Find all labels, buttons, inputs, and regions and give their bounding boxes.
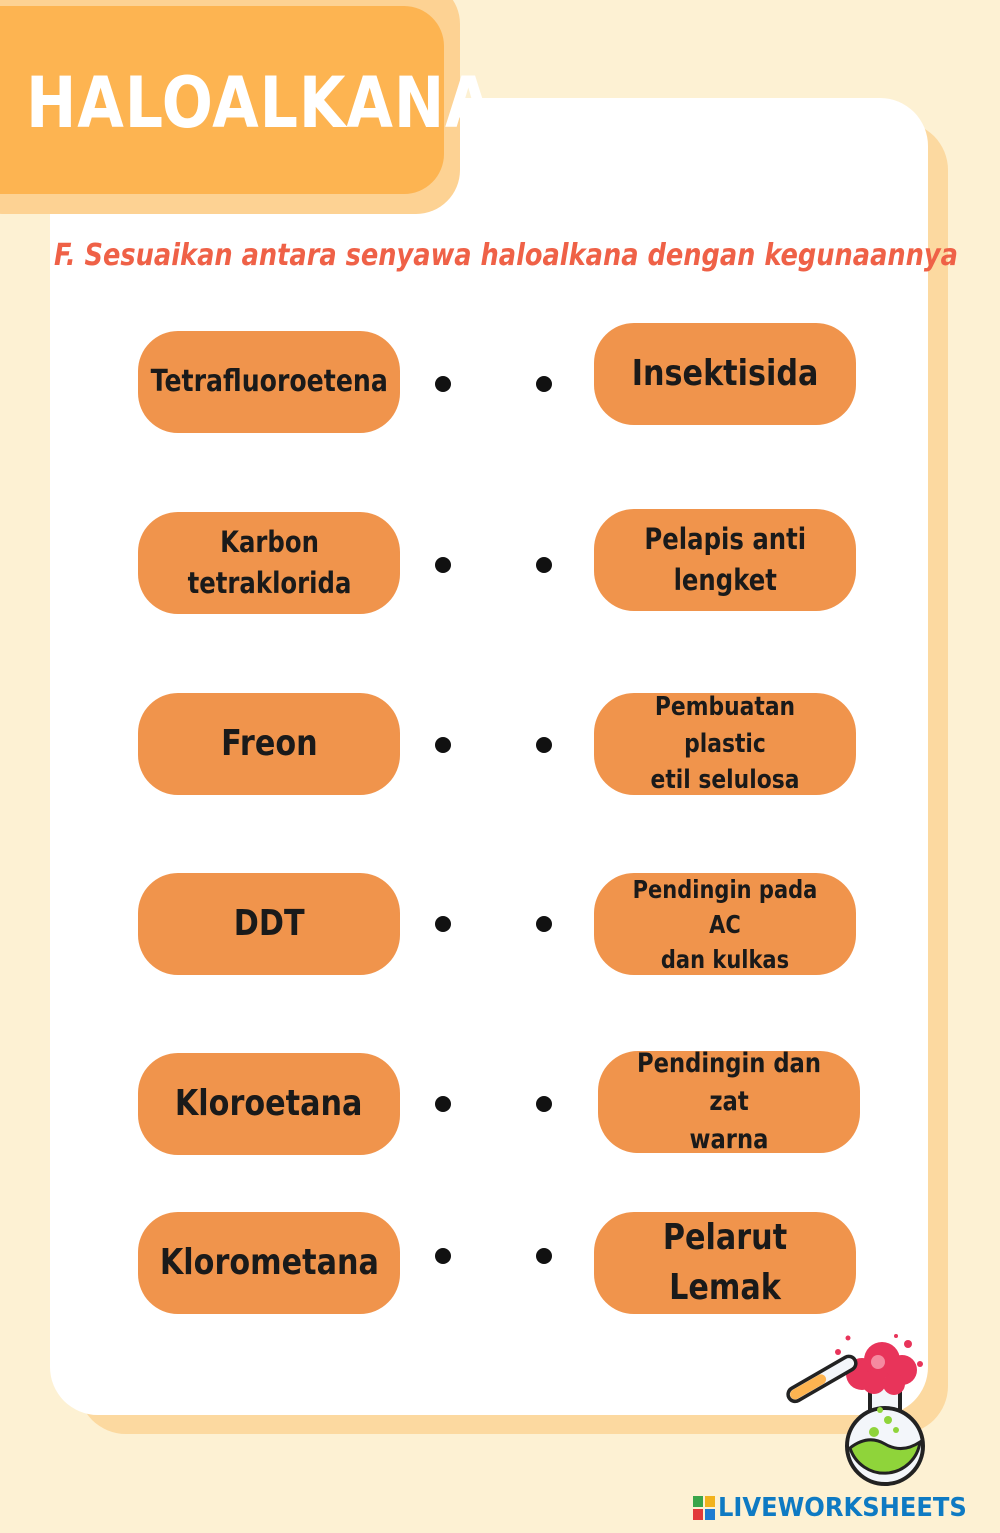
- right-item-pelarut-lemak: [594, 1212, 856, 1314]
- left-item-label: Tetrafluoroetena: [150, 364, 388, 399]
- left-item-tetrafluoroetena: [138, 331, 400, 433]
- right-item-label: Pelarut Lemak: [662, 1216, 788, 1308]
- instruction-text: F. Sesuaikan antara senyawa haloalkana dengan kegunaannya: [54, 238, 958, 273]
- liveworksheets-logo-icon: [692, 1495, 716, 1521]
- left-item-freon: [138, 693, 400, 795]
- left-match-dot[interactable]: [435, 557, 451, 573]
- right-match-dot[interactable]: [536, 557, 552, 573]
- right-match-dot[interactable]: [536, 737, 552, 753]
- left-item-klorometana: [138, 1212, 400, 1314]
- left-item-ddt: [138, 873, 400, 975]
- left-item-karbon-tetraklorida: [138, 512, 400, 614]
- left-item-label: Freon: [220, 722, 318, 764]
- left-item-label: Karbon tetraklorida: [187, 525, 351, 600]
- left-match-dot[interactable]: [435, 376, 451, 392]
- left-item-label: Kloroetana: [175, 1082, 363, 1124]
- left-match-dot[interactable]: [435, 737, 451, 753]
- left-item-kloroetana: [138, 1053, 400, 1155]
- right-item-pendingin-ac: [594, 873, 856, 975]
- left-item-label: DDT: [233, 902, 305, 944]
- brand-name: LIVEWORKSHEETS: [718, 1493, 967, 1523]
- right-item-label: Pendingin dan zat warna: [636, 1048, 822, 1155]
- chemistry-flask-icon: [778, 1330, 948, 1490]
- liveworksheets-logo[interactable]: [692, 1488, 986, 1528]
- right-match-dot[interactable]: [536, 1248, 552, 1264]
- right-item-pembuatan-plastic: [594, 693, 856, 795]
- page-title: HALOALKANA: [26, 62, 493, 144]
- right-match-dot[interactable]: [536, 916, 552, 932]
- right-item-label: Pendingin pada AC dan kulkas: [632, 874, 818, 974]
- left-match-dot[interactable]: [435, 1248, 451, 1264]
- right-match-dot[interactable]: [536, 1096, 552, 1112]
- right-item-label: Pembuatan plastic etil selulosa: [650, 692, 800, 796]
- left-match-dot[interactable]: [435, 1096, 451, 1112]
- right-item-pelapis-anti-lengket: [594, 509, 856, 611]
- right-item-insektisida: [594, 323, 856, 425]
- right-item-label: Pelapis anti lengket: [644, 522, 806, 597]
- left-item-label: Klorometana: [159, 1241, 379, 1283]
- right-item-pendingin-zat-warna: [598, 1048, 860, 1155]
- left-match-dot[interactable]: [435, 916, 451, 932]
- right-item-label: Insektisida: [631, 352, 819, 394]
- right-match-dot[interactable]: [536, 376, 552, 392]
